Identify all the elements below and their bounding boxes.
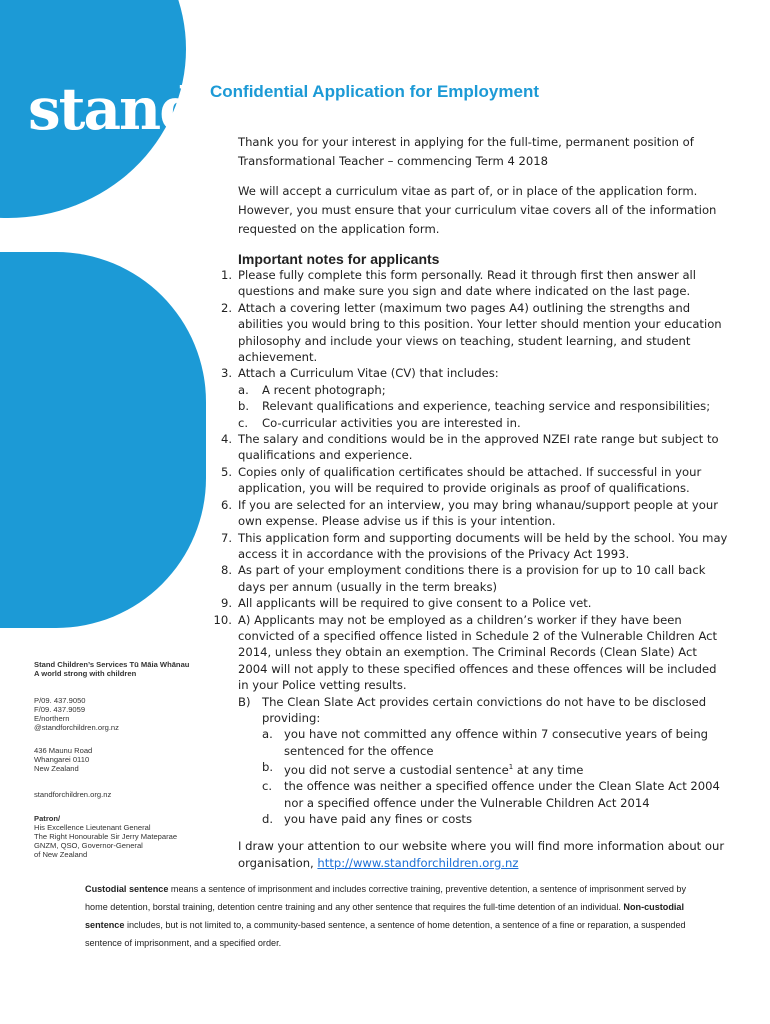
sublist-item <box>238 778 730 811</box>
sub-label: a. <box>238 382 249 397</box>
brand-side-shape <box>0 252 206 628</box>
list-item <box>200 267 730 300</box>
item-number: 9. <box>220 596 232 611</box>
email-line-2: @standforchildren.org.nz <box>34 723 119 732</box>
cv-sublist <box>200 382 730 431</box>
sublist-item <box>238 759 730 778</box>
intro-paragraph-1: Thank you for your interest in applying for the full-time, permanent position of Transformational Teacher – commencing Term 4 2018 <box>238 135 694 168</box>
list-item <box>200 530 730 563</box>
item-text: As part of your employment conditions there is a provision for up to 10 call back days per annum (usually in the term breaks) <box>238 563 706 594</box>
website-text: standforchildren.org.nz <box>34 790 112 799</box>
footnote-text: means a sentence of imprisonment and includes corrective training, preventive detention, a sentence of imprisonment served by home detention, borstal training, detention centre training and any other sentence that requires the full-time detention of an individual. <box>85 884 687 912</box>
item-number: 4. <box>220 432 232 447</box>
sub-label: B) <box>238 694 251 709</box>
item-text: Please fully complete this form personally. Read it through first then answer all questions and make sure you sign and date where indicated on the last page. <box>238 268 697 299</box>
clean-slate-item <box>200 694 730 828</box>
sub-text: Relevant qualifications and experience, teaching service and responsibilities; <box>262 399 711 414</box>
sublist-item <box>238 382 730 398</box>
org-name-block <box>34 660 189 678</box>
sub-label: b. <box>262 760 274 775</box>
fax-number: F/09. 437.9059 <box>34 705 86 714</box>
patron-label: Patron/ <box>34 814 61 823</box>
item-number: 3. <box>220 366 232 381</box>
item-number: 5. <box>220 464 232 479</box>
footnote-term: Custodial sentence <box>85 884 169 894</box>
notes-list <box>200 267 730 828</box>
sublist-item <box>238 398 730 414</box>
patron-line: GNZM, QSO, Governor-General <box>34 841 143 850</box>
sub-text-after: at any time <box>513 763 584 778</box>
website-link[interactable]: http://www.standforchildren.org.nz <box>317 856 519 870</box>
sublist-item <box>238 726 730 759</box>
patron-block <box>34 814 177 859</box>
sub-label: b. <box>238 399 250 414</box>
contact-block <box>34 696 119 732</box>
phone-number: P/09. 437.9050 <box>34 696 86 705</box>
sub-label: c. <box>238 415 249 430</box>
item-text: All applicants will be required to give consent to a Police vet. <box>238 596 592 611</box>
stand-logo: stand <box>28 75 198 143</box>
patron-line: His Excellence Lieutenant General <box>34 823 151 832</box>
sub-label: a. <box>262 727 273 742</box>
item-text: The salary and conditions would be in the approved NZEI rate range but subject to qualifications and experience. <box>238 432 719 463</box>
list-item <box>200 365 730 381</box>
sublist-item <box>238 694 730 727</box>
sublist-item <box>238 811 730 827</box>
item-number: 7. <box>220 530 232 545</box>
org-tagline: A world strong with children <box>34 669 137 678</box>
sub-text: you did not serve a custodial sentence <box>284 763 509 778</box>
sublist-item <box>238 415 730 431</box>
sub-text: A recent photograph; <box>262 382 386 397</box>
item-number: 2. <box>220 300 232 315</box>
list-item <box>200 431 730 464</box>
intro-paragraph-2: We will accept a curriculum vitae as part of, or in place of the application form. However, you must ensure that your curriculum vitae covers all of the information requested on the application form. <box>238 184 717 236</box>
website-text-lead: I draw your attention to our website where you will find more information about our organisation, <box>238 839 725 870</box>
item-number: 10. <box>213 612 232 627</box>
list-item <box>200 612 730 694</box>
page-title: Confidential Application for Employment <box>210 82 539 101</box>
item-text: This application form and supporting documents will be held by the school. You may access it in accordance with the provisions of the Privacy Act 1993. <box>238 530 728 561</box>
list-item <box>200 300 730 366</box>
patron-line: of New Zealand <box>34 850 88 859</box>
list-item <box>200 497 730 530</box>
address-line: New Zealand <box>34 764 79 773</box>
list-item <box>200 464 730 497</box>
address-block <box>34 746 92 773</box>
address-line: 436 Maunu Road <box>34 746 93 755</box>
sub-text: Co-curricular activities you are interested in. <box>262 415 521 430</box>
item-text: If you are selected for an interview, you may bring whanau/support people at your own expense. Please advise us if this is your intention. <box>238 497 718 529</box>
item-text: Attach a Curriculum Vitae (CV) that includes: <box>238 366 499 381</box>
notes-heading: Important notes for applicants <box>238 251 440 267</box>
footnote-text: includes, but is not limited to, a community-based sentence, a sentence of home detention, a sentence of a fine or reparation, a suspended sentence of imprisonment, and a specified order. <box>85 920 686 948</box>
sub-text: The Clean Slate Act provides certain convictions do not have to be disclosed providing: <box>262 694 707 725</box>
sub-text: you have paid any fines or costs <box>284 812 472 827</box>
item-number: 1. <box>220 268 232 282</box>
item-text: A) Applicants may not be employed as a children’s worker if they have been convicted of a specified offence listed in Schedule 2 of the Vulnerable Children Act 2014, unless they obtain an exemption. The Criminal Records (Clean Slate) Act 2004 will not apply to these specified offences and these offences will be included in your Police vetting results. <box>238 612 718 693</box>
sub-text: the offence was neither a specified offence under the Clean Slate Act 2004 nor a specified offence under the Vulnerable Children Act 2014 <box>284 779 720 810</box>
sub-label: d. <box>262 812 274 827</box>
item-text: Copies only of qualification certificates should be attached. If successful in your application, you will be required to provide originals as proof of qualifications. <box>238 464 702 496</box>
website-paragraph <box>238 838 738 872</box>
item-number: 6. <box>220 497 232 512</box>
email-line-1: E/northern <box>34 714 70 723</box>
list-item <box>200 562 730 595</box>
org-name: Stand Children’s Services Tū Māia Whānau <box>34 660 190 669</box>
address-line: Whangarei 0110 <box>34 755 90 764</box>
patron-line: The Right Honourable Sir Jerry Mateparae <box>34 832 178 841</box>
item-text: Attach a covering letter (maximum two pages A4) outlining the strengths and abilities you would bring to this position. Your letter should mention your education philosophy and include your views on teaching, student learning, and student achievement. <box>238 300 722 365</box>
footnote <box>85 880 705 952</box>
list-item <box>200 595 730 611</box>
footnote-marker: 1 <box>508 763 514 772</box>
item-number: 8. <box>220 563 232 578</box>
sub-text: you have not committed any offence within 7 consecutive years of being sentenced for the offence <box>284 727 709 758</box>
sub-label: c. <box>262 779 273 794</box>
footnote-term: Non-custodial sentence <box>85 902 685 930</box>
